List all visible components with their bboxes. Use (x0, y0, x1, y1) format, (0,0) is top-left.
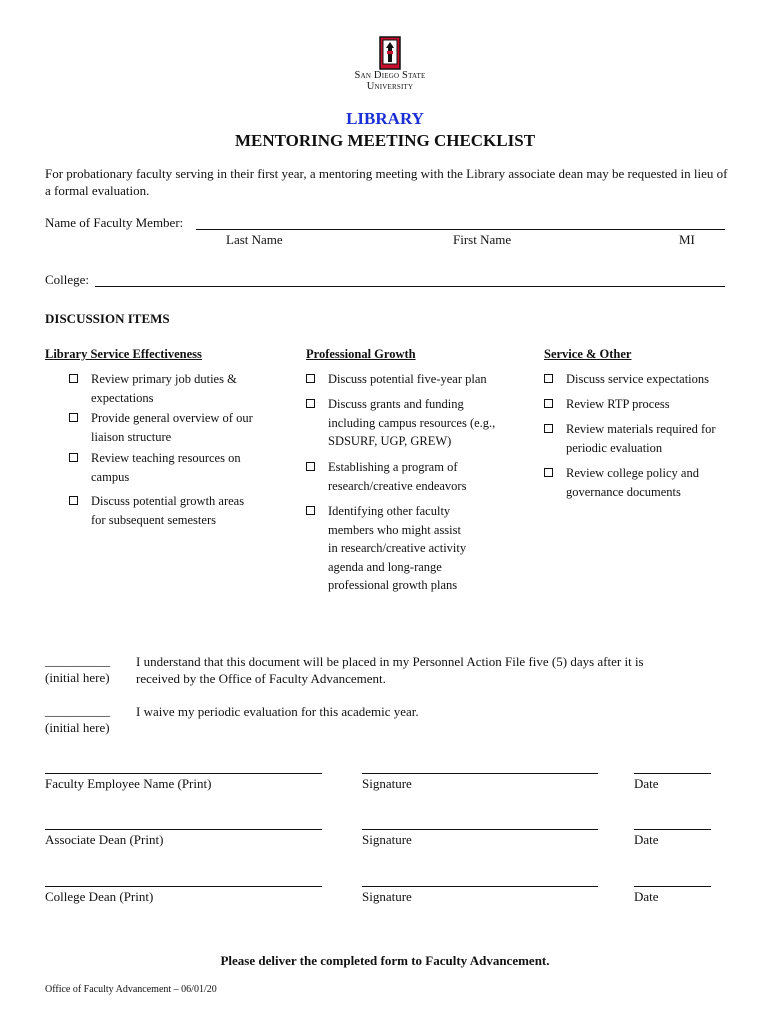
intro-paragraph: For probationary faculty serving in their first year, a mentoring meeting with the Library associate dean may be requested in lieu of a formal evaluation. (45, 166, 728, 198)
item-text-line: Establishing a program of (328, 460, 458, 474)
date-label: Date (634, 889, 659, 904)
waiver-text (136, 703, 736, 720)
column-heading-service-other: Service & Other (544, 347, 632, 361)
column-heading-professional-growth: Professional Growth (306, 347, 416, 361)
signature-label: Signature (362, 889, 412, 904)
checkbox[interactable] (306, 399, 315, 408)
checkbox[interactable] (69, 413, 78, 422)
checkbox[interactable] (69, 374, 78, 383)
item-text-line: research/creative endeavors (328, 478, 467, 493)
college-dean-signature-line[interactable] (362, 886, 598, 887)
college-field-line[interactable] (95, 286, 725, 287)
item-text-line: governance documents (566, 484, 681, 499)
checkbox[interactable] (69, 453, 78, 462)
college-field-label: College: (45, 272, 90, 287)
initial-here-label: (initial here) (45, 670, 110, 685)
item-text-line: agenda and long-range (328, 559, 442, 574)
item-text-line: SDSURF, UGP, GREW) (328, 434, 452, 448)
item-text-line: Review materials required for (566, 422, 716, 436)
logo-line-1: San Diego State (354, 70, 426, 81)
ack-text-line: received by the Office of Faculty Advancement. (136, 671, 386, 686)
college-dean-date-line[interactable] (634, 886, 711, 887)
initial-blank[interactable]: __________ (45, 703, 110, 718)
logo-line-2: University (366, 81, 414, 92)
item-text-line: campus (91, 469, 130, 484)
item-text-line: Identifying other faculty (328, 504, 451, 518)
date-label: Date (634, 832, 659, 847)
associate-dean-date-line[interactable] (634, 829, 711, 830)
signature-label: Signature (362, 832, 412, 847)
item-text-line: for subsequent semesters (91, 512, 216, 527)
discussion-items-heading: DISCUSSION ITEMS (45, 311, 170, 326)
name-field-line[interactable] (196, 229, 725, 230)
item-text-line: Provide general overview of our (91, 411, 253, 425)
ack-text-line: I understand that this document will be placed in my Personnel Action File five (5) days after it is (136, 654, 644, 669)
faculty-name-label: Faculty Employee Name (Print) (45, 776, 212, 791)
item-text-line: Review teaching resources on (91, 451, 241, 465)
checkbox[interactable] (306, 462, 315, 471)
item-text-line: Discuss grants and funding (328, 397, 464, 411)
faculty-name-line[interactable] (45, 773, 322, 774)
associate-dean-name-line[interactable] (45, 829, 322, 830)
checkbox[interactable] (306, 374, 315, 383)
initial-blank[interactable]: __________ (45, 653, 110, 668)
date-label: Date (634, 776, 659, 791)
checkbox[interactable] (544, 374, 553, 383)
item-text-line: Discuss potential five-year plan (328, 372, 487, 386)
ack-text-line: I waive my periodic evaluation for this academic year. (136, 704, 419, 719)
delivery-instruction: Please deliver the completed form to Faculty Advancement. (220, 953, 550, 968)
first-name-label: First Name (453, 232, 512, 247)
acknowledgement-text (136, 653, 736, 687)
item-text-line: periodic evaluation (566, 440, 663, 455)
office-footer: Office of Faculty Advancement – 06/01/20 (45, 984, 217, 995)
item-text-line: Review college policy and (566, 466, 699, 480)
associate-dean-name-label: Associate Dean (Print) (45, 832, 164, 847)
item-text-line: expectations (91, 390, 154, 405)
checkbox[interactable] (544, 399, 553, 408)
faculty-date-line[interactable] (634, 773, 711, 774)
library-heading: LIBRARY (346, 109, 424, 128)
college-dean-name-label: College Dean (Print) (45, 889, 154, 904)
item-text-line: professional growth plans (328, 578, 458, 592)
sdsu-seal-icon (379, 36, 401, 70)
associate-dean-signature-line[interactable] (362, 829, 598, 830)
item-text-line: Review RTP process (566, 397, 670, 411)
checkbox[interactable] (544, 424, 553, 433)
initial-here-label: (initial here) (45, 720, 110, 735)
faculty-signature-line[interactable] (362, 773, 598, 774)
item-text-line: Review primary job duties & (91, 372, 237, 386)
item-text-line: in research/creative activity (328, 541, 467, 555)
item-text-line: Discuss service expectations (566, 372, 710, 386)
signature-label: Signature (362, 776, 412, 791)
last-name-label: Last Name (226, 232, 283, 247)
sdsu-logo (340, 36, 440, 92)
page-title: MENTORING MEETING CHECKLIST (234, 131, 536, 150)
column-heading-library-service: Library Service Effectiveness (45, 347, 202, 361)
checkbox[interactable] (69, 496, 78, 505)
checkbox[interactable] (544, 468, 553, 477)
item-text-line: including campus resources (e.g., (328, 415, 496, 430)
item-text-line: Discuss potential growth areas (91, 494, 245, 508)
mi-label: MI (679, 232, 695, 247)
name-field-label: Name of Faculty Member: (45, 215, 184, 230)
college-dean-name-line[interactable] (45, 886, 322, 887)
item-text-line: members who might assist (328, 522, 461, 537)
checkbox[interactable] (306, 506, 315, 515)
item-text-line: liaison structure (91, 429, 172, 444)
